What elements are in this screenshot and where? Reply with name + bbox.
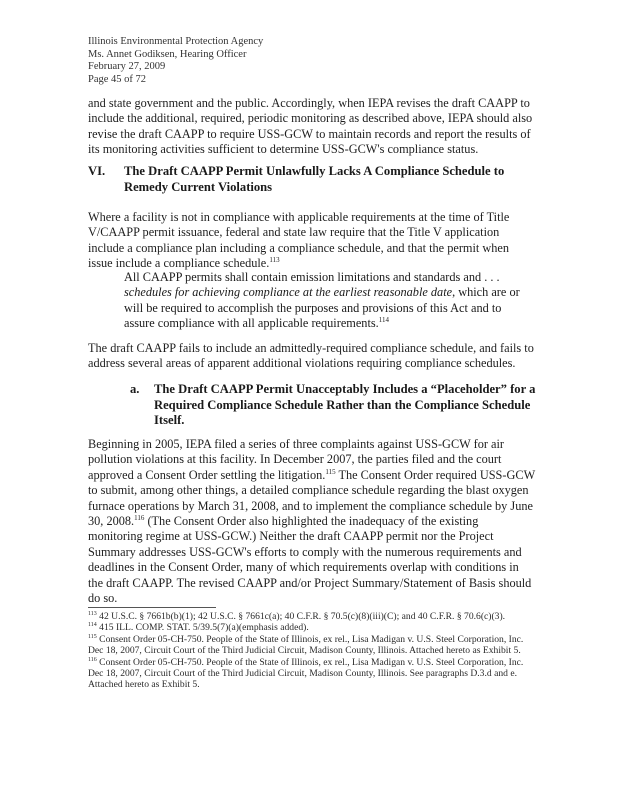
- footnote-ref-114: 114: [378, 316, 389, 325]
- footnote-ref-113: 113: [269, 256, 280, 265]
- paragraph-consent-order: [88, 437, 536, 606]
- paragraph-fails-schedule: The draft CAAPP fails to include an admittedly-required compliance schedule, and fails to address several areas of apparent additional violations requiring compliance schedules.: [88, 341, 534, 371]
- footnote-text: 415 ILL. COMP. STAT. 5/39.5(7)(a)(emphasis added).: [96, 622, 309, 634]
- section-vi-title: The Draft CAAPP Permit Unlawfully Lacks A Compliance Schedule to Remedy Current Violations: [124, 164, 505, 194]
- consent-part3: (The Consent Order also highlighted the inadequacy of the existing monitoring regime at USS-GCW.) Neither the draft CAAPP permit nor the Project Summary addresses USS-GCW's efforts to comply with the numerous requirements and deadlines in the Consent Order, many of which requirements overlap with conditions in the draft CAAPP. The revised CAAPP and/or Project Summary/Statement of Basis should do so.: [88, 514, 532, 606]
- footnote-text: 42 U.S.C. § 7661b(b)(1); 42 U.S.C. § 7661c(a); 40 C.F.R. § 70.5(c)(8)(iii)(C); and 40 C.F.R. § 70.6(c)(3).: [96, 611, 506, 622]
- footnotes: [88, 611, 536, 691]
- footnote-number: 113: [88, 611, 97, 617]
- footnote-text: Consent Order 05-CH-750. People of the State of Illinois, ex rel., Lisa Madigan v. U.S. Steel Corporation, Inc. Dec 18, 2007, Circuit Court of the Third Judicial Circuit, Madison County, Illinois. Attached hereto as Exhibit 5.: [88, 633, 524, 657]
- header-date: February 27, 2009: [88, 61, 166, 73]
- consent-part2: The Consent Order required USS-GCW to submit, among other things, a detailed compliance schedule regarding the blast oxygen furnace operations by March 31, 2008, and to implement the compliance schedule by June 30, 2008.: [88, 467, 535, 529]
- footnote-number: 115: [88, 633, 97, 640]
- footnote-116: [88, 657, 536, 691]
- footnote-115: [88, 634, 536, 657]
- section-vi-number: VI.: [88, 164, 106, 178]
- footnote-114: [88, 622, 536, 633]
- footnote-ref-116: 116: [134, 514, 145, 523]
- footnote-number: 114: [88, 622, 97, 629]
- consent-part1: Beginning in 2005, IEPA filed a series of three complaints against USS-GCW for air pollution violations at this facility. In December 2007, the parties filed and the court approved a Consent Order settling the litigation.: [88, 437, 504, 482]
- header-agency: Illinois Environmental Protection Agency: [88, 36, 264, 47]
- section-a-title: The Draft CAAPP Permit Unacceptably Includes a “Placeholder” for a Required Compliance Schedule Rather than the Compliance Schedule Itself.: [154, 382, 536, 427]
- section-a-number: a.: [130, 382, 140, 396]
- paragraph-compliance-law-text: Where a facility is not in compliance with applicable requirements at the time of Title V/CAAPP permit issuance, federal and state law require that the Title V application include a compliance plan including a compliance schedule, and that the permit when issue include a compliance schedule.: [88, 210, 510, 271]
- paragraph-monitoring: and state government and the public. Accordingly, when IEPA revises the draft CAAPP to include the additional, required, periodic monitoring as described above, IEPA should also revise the draft CAAPP to require USS-GCW to maintain records and report the results of its monitoring activities sufficient to determine USS-GCW's compliance status.: [88, 96, 533, 157]
- header-recipient: Ms. Annet Godiksen, Hearing Officer: [88, 48, 247, 60]
- paragraph-compliance-law: [88, 210, 536, 272]
- footnote-text: Consent Order 05-CH-750. People of the State of Illinois, ex rel., Lisa Madigan v. U.S. Steel Corporation, Inc. Dec 18, 2007, Circuit Court of the Third Judicial Circuit, Madison County, Illinois. See paragraphs D.3.d and e. Attached hereto as Exhibit 5.: [88, 656, 524, 691]
- footnote-divider: [88, 607, 216, 608]
- quote-emphasis: schedules for achieving compliance at the earliest reasonable date: [124, 285, 453, 300]
- quote-part2: , which are or will be required to accomplish the purposes and provisions of this Act and to assure compliance with all applicable requirements.: [124, 285, 520, 331]
- footnote-113: [88, 611, 536, 622]
- footnote-ref-115: 115: [325, 467, 336, 476]
- block-quote: [124, 270, 534, 332]
- letter-header: [88, 36, 263, 86]
- footnote-number: 116: [88, 656, 97, 663]
- header-page-number: Page 45 of 72: [88, 73, 147, 85]
- quote-part1: All CAAPP permits shall contain emission limitations and standards and . . .: [124, 270, 500, 284]
